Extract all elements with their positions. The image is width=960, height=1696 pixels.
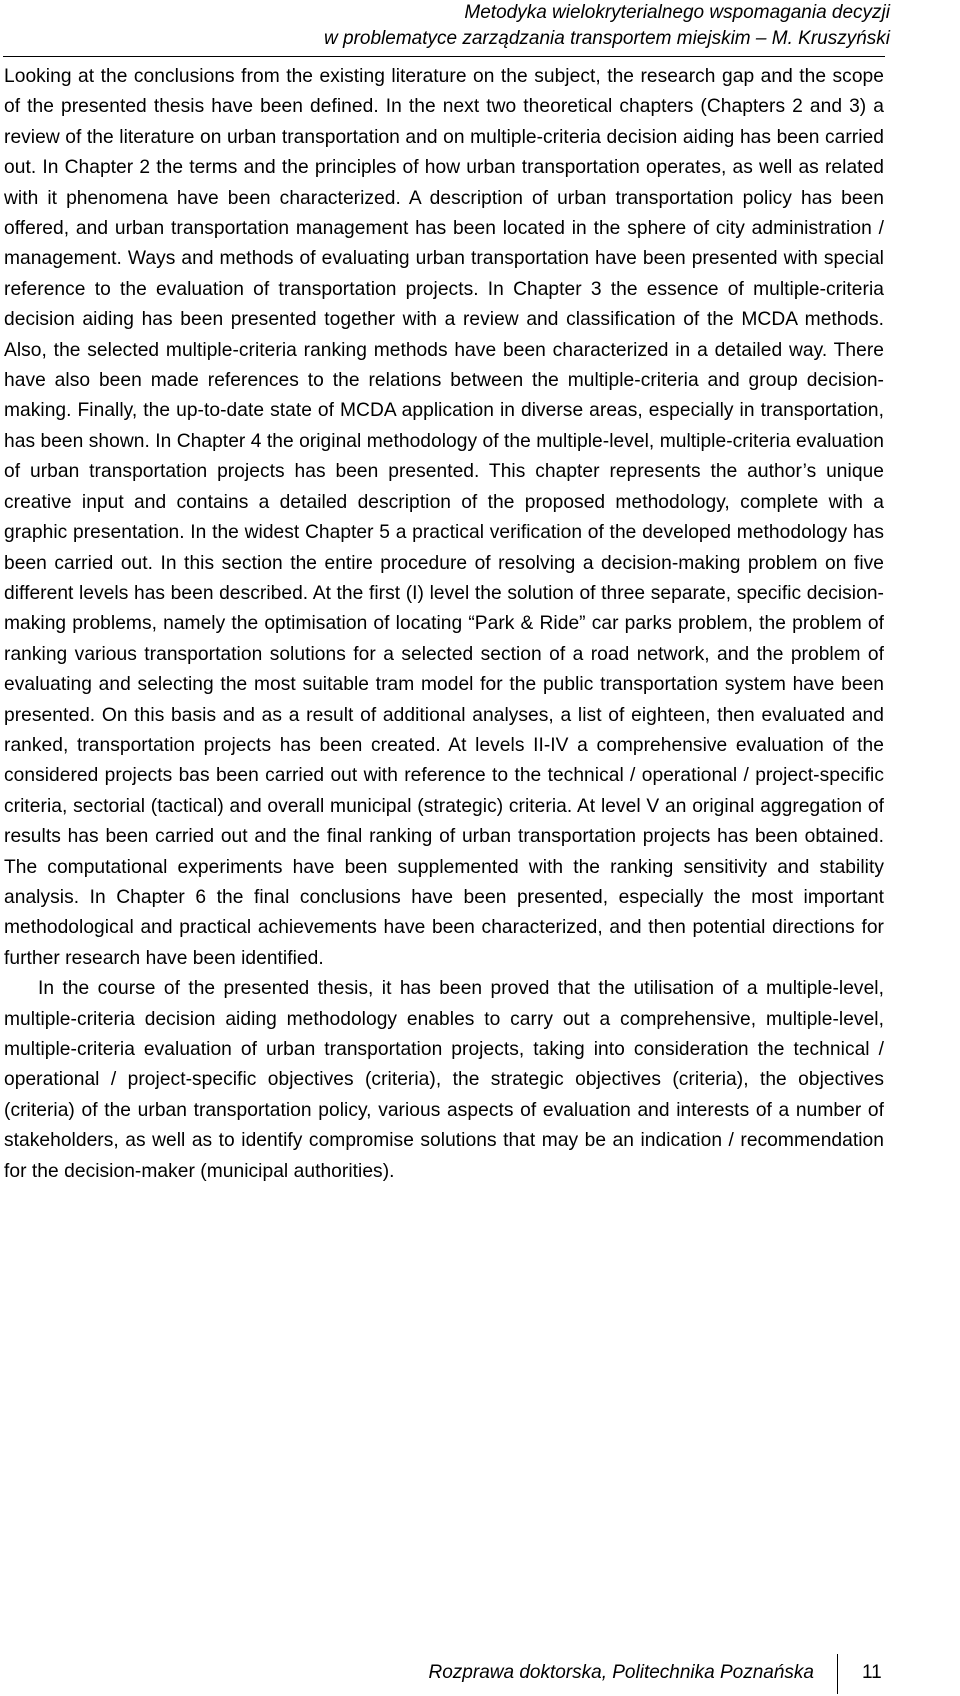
body-paragraph-1: Looking at the conclusions from the existing literature on the subject, the research gap and the scope of the presented thesis have been defined. In the next two theoretical chapters (Chapters 2 and 3) a review of the literature on urban transportation and on multiple-criteria decision aiding has been carried out. In Chapter 2 the terms and the principles of how urban transportation operates, as well as related with it phenomena have been characterized. A description of urban transportation policy has been offered, and urban transportation management has been located in the sphere of city administration / management. Ways and methods of evaluating urban transportation have been presented with special reference to the evaluation of transportation projects. In Chapter 3 the essence of multiple-criteria decision aiding has been presented together with a review and classification of the MCDA methods. Also, the selected multiple-criteria ranking methods have been characterized in a detailed way. There have also been made references to the relations between the multiple-criteria and group decision-making. Finally, the up-to-date state of MCDA application in diverse areas, especially in transportation, has been shown. In Chapter 4 the original methodology of the multiple-level, multiple-criteria evaluation of urban transportation projects has been presented. This chapter represents the author’s unique creative input and contains a detailed description of the proposed methodology, complete with a graphic presentation. In the widest Chapter 5 a practical verification of the developed methodology has been carried out. In this section the entire procedure of resolving a decision-making problem on five different levels has been described. At the first (I) level the solution of three separate, specific decision-making problems, namely the optimisation of locating “Park & Ride” car parks problem, the problem of ranking various transportation solutions for a selected section of a road network, and the problem of evaluating and selecting the most suitable tram model for the public transportation system have been presented. On this basis and as a result of additional analyses, a list of eighteen, then evaluated and ranked, transportation projects has been created. At levels II-IV a comprehensive evaluation of the considered projects bas been carried out with reference to the technical / operational / project-specific criteria, sectorial (tactical) and overall municipal (strategic) criteria. At level V an original aggregation of results has been carried out and the final ranking of urban transportation projects has been obtained. The computational experiments have been supplemented with the ranking sensitivity and stability analysis. In Chapter 6 the final conclusions have been presented, especially the most important methodological and practical achievements have been characterized, and then potential directions for further research have been identified. — [4, 66, 884, 969]
footer-label: Rozprawa doktorska, Politechnika Poznańska — [428, 1662, 814, 1683]
body-paragraph-2: In the course of the presented thesis, it has been proved that the utilisation of a multiple-level, multiple-criteria decision aiding methodology enables to carry out a comprehensive, multiple-level, multiple-criteria evaluation of urban transportation projects, taking into consideration the technical / operational / project-specific objectives (criteria), the strategic objectives (criteria), the objectives (criteria) of the urban transportation policy, various aspects of evaluation and interests of a number of stakeholders, as well as to identify compromise solutions that may be an indication / recommendation for the decision-maker (municipal authorities). — [4, 978, 884, 1182]
header-title-line-2: w problematyce zarządzania transportem miejskim – M. Kruszyński — [324, 28, 890, 49]
header-title-line-1: Metodyka wielokryterialnego wspomagania decyzji — [464, 2, 890, 23]
document-body — [4, 62, 884, 1187]
running-header — [190, 0, 890, 52]
page-number: 11 — [862, 1662, 882, 1683]
page-footer — [0, 1654, 960, 1694]
footer-divider — [837, 1654, 838, 1694]
header-divider — [3, 56, 885, 57]
